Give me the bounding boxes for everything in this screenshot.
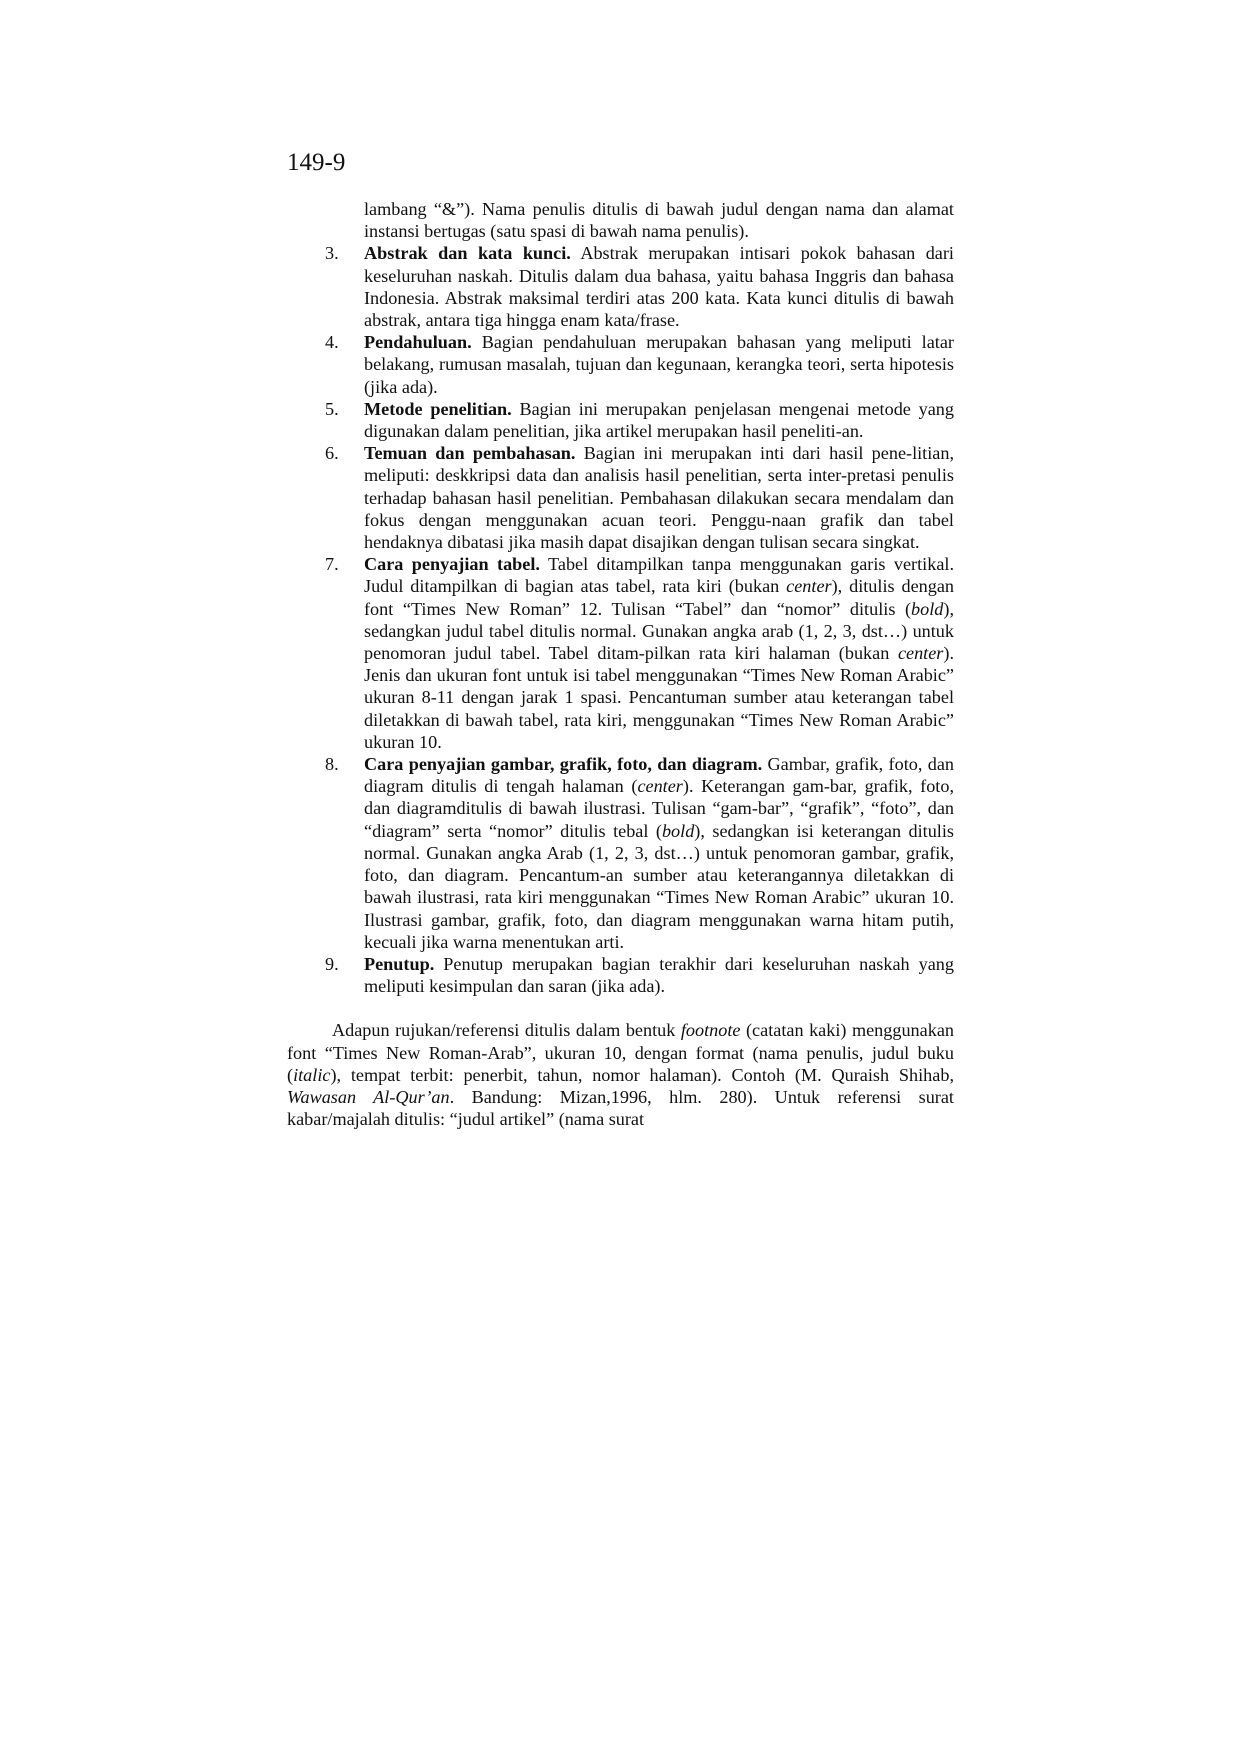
paragraph-text: . Bandung: Mizan,1996, hlm. 280). Untuk referensi surat kabar/majalah ditulis: “judul artikel” (nama surat — [287, 1086, 954, 1130]
list-number: 5. — [325, 398, 339, 419]
item-text: ), sedangkan isi keterangan ditulis normal. Gunakan angka Arab (1, 2, 3, dst…) untuk penomoran gambar, grafik, foto, dan diagram. Pencantum-an sumber atau keterangannya diletakkan di bawah ilustrasi, rata kiri menggunakan “Times New Roman Arabic” ukuran 10. Ilustrasi gambar, grafik, foto, dan diagram menggunakan warna hitam putih, kecuali jika warna menentukan arti. — [364, 820, 954, 952]
item-title: Abstrak dan kata kunci. — [364, 243, 571, 264]
list-item-gambar — [287, 753, 954, 953]
item-title: Penutup. — [364, 953, 435, 974]
list-item-abstrak — [287, 242, 954, 331]
paragraph-emphasis: footnote — [680, 1020, 741, 1041]
item-text: ). Jenis dan ukuran font untuk isi tabel menggunakan “Times New Roman Arabic” ukuran 8-11 dengan jarak 1 spasi. Pencantuman sumber atau keterangan tabel diletakkan di bawah tabel, rata kiri, menggunakan “Times New Roman Arabic” ukuran 10. — [364, 643, 954, 752]
paragraph-text: ), tempat terbit: penerbit, tahun, nomor halaman). Contoh (M. Quraish Shihab, — [330, 1064, 954, 1085]
item-emphasis: center — [637, 776, 683, 797]
item-text: Tabel ditampilkan tanpa menggunakan garis vertikal. Judul ditampilkan di bagian atas tabel, rata kiri (bukan — [364, 554, 954, 597]
item-text: Bagian ini merupakan inti dari hasil pene-litian, meliputi: deskkripsi data dan analisis hasil penelitian, serta inter-pretasi penulis terhadap bahasan hasil penelitian. Pembahasan dilakukan secara mendalam dan fokus dengan menggunakan acuan teori. Penggu-naan grafik dan tabel hendaknya dibatasi jika masih dapat disajikan dengan tulisan secara singkat. — [364, 443, 954, 553]
item-text: Abstrak merupakan intisari pokok bahasan dari keseluruhan naskah. Ditulis dalam dua bahasa, yaitu bahasa Inggris dan bahasa Indonesia. Abstrak maksimal terdiri atas 200 kata. Kata kunci ditulis di bawah abstrak, antara tiga hingga enam kata/frase. — [364, 243, 954, 331]
item-text: Penutup merupakan bagian terakhir dari keseluruhan naskah yang meliputi kesimpulan dan saran (jika ada). — [364, 953, 954, 997]
item-text: ). Keterangan gam-bar, grafik, foto, dan diagramditulis di bawah ilustrasi. Tulisan “gam-bar”, “grafik”, “foto”, dan “diagram” serta “nomor” ditulis tebal ( — [364, 776, 954, 841]
list-item-temuan — [287, 442, 954, 553]
paragraph-emphasis: italic — [293, 1064, 331, 1085]
list-item-metode — [287, 398, 954, 442]
continued-paragraph: lambang “&”). Nama penulis ditulis di bawah judul dengan nama dan alamat instansi bertugas (satu spasi di bawah nama penulis). — [364, 199, 954, 242]
paragraph-text: Adapun rujukan/referensi ditulis dalam bentuk — [332, 1020, 681, 1041]
reference-paragraph — [287, 1019, 954, 1130]
item-text: Gambar, grafik, foto, dan diagram ditulis di tengah halaman ( — [364, 754, 954, 797]
list-number: 9. — [325, 953, 339, 974]
item-text: ), ditulis dengan font “Times New Roman” 12. Tulisan “Tabel” dan “nomor” ditulis ( — [364, 576, 954, 619]
list-number: 6. — [325, 443, 339, 464]
item-title: Cara penyajian gambar, grafik, foto, dan diagram. — [364, 754, 763, 775]
item-text: Bagian pendahuluan merupakan bahasan yang meliputi latar belakang, rumusan masalah, tujuan dan kegunaan, kerangka teori, serta hipotesis (jika ada). — [364, 332, 954, 397]
item-text: ), sedangkan judul tabel ditulis normal. Gunakan angka arab (1, 2, 3, dst…) untuk penomoran judul tabel. Tabel ditam-pilkan rata kiri halaman (bukan — [364, 598, 954, 664]
document-body — [287, 198, 954, 1149]
item-emphasis: center — [786, 576, 832, 597]
item-title: Temuan dan pembahasan. — [364, 443, 576, 464]
list-item-tabel — [287, 553, 954, 753]
list-number: 8. — [325, 754, 339, 775]
list-number: 4. — [325, 332, 339, 353]
item-text: Bagian ini merupakan penjelasan mengenai metode yang digunakan dalam penelitian, jika artikel merupakan hasil peneliti-an. — [364, 398, 954, 442]
guideline-list — [287, 242, 954, 997]
list-number: 3. — [325, 243, 339, 264]
list-item-pendahuluan — [287, 331, 954, 398]
item-emphasis: bold — [661, 820, 695, 841]
item-title: Cara penyajian tabel. — [364, 554, 540, 575]
page-number: 149-9 — [287, 149, 346, 176]
paragraph-text: (catatan kaki) menggunakan font “Times New Roman-Arab”, ukuran 10, dengan format (nama penulis, judul buku ( — [287, 1020, 954, 1085]
paragraph-emphasis: Wawasan Al-Qur’an — [287, 1086, 450, 1107]
item-emphasis: bold — [911, 598, 944, 619]
item-emphasis: center — [897, 643, 944, 664]
list-number: 7. — [325, 554, 339, 575]
list-item-penutup — [287, 953, 954, 997]
item-title: Metode penelitian. — [364, 398, 512, 419]
item-title: Pendahuluan. — [364, 332, 472, 353]
